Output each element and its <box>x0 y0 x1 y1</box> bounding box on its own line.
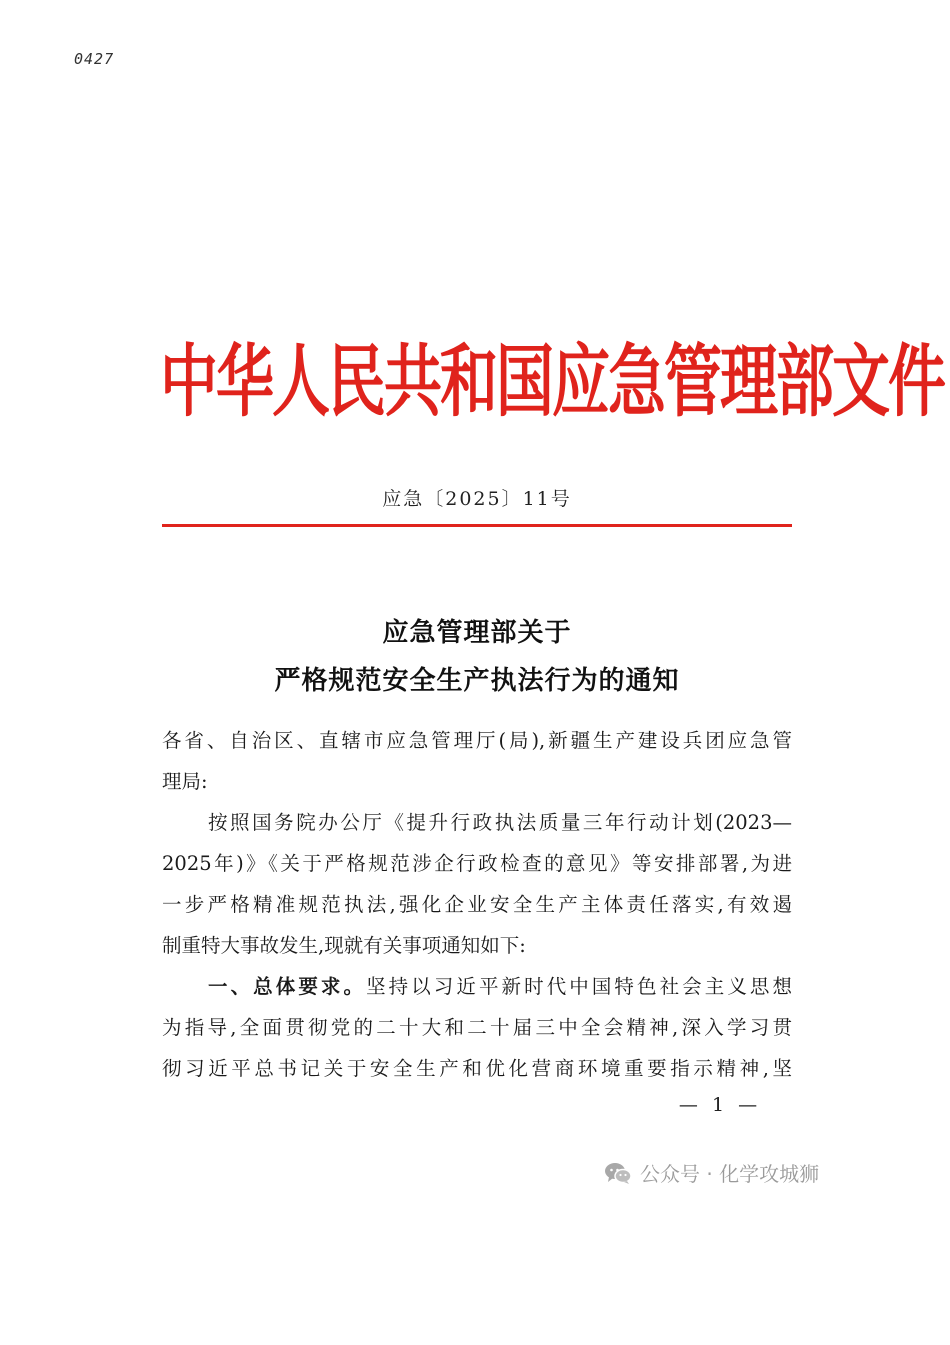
wechat-icon <box>604 1161 632 1185</box>
body-line: 一步严格精准规范执法,强化企业安全生产主体责任落实,有效遏 <box>162 893 792 916</box>
wechat-watermark <box>604 1158 819 1187</box>
red-separator-line <box>162 524 792 527</box>
margin-note: 0427 <box>74 50 115 68</box>
document-number: 应急〔2025〕11号 <box>382 488 572 510</box>
section-text: 坚持以习近平新时代中国特色社会主义思想 <box>366 975 792 998</box>
body-line-section-one <box>208 973 792 1001</box>
body-line: 2025年)》《关于严格规范涉企行政检查的意见》等安排部署,为进 <box>162 852 792 875</box>
page-number: — 1 — <box>678 1094 762 1116</box>
watermark-text: 公众号 · 化学攻城狮 <box>640 1162 820 1186</box>
body-line: 制重特大事故发生,现就有关事项通知如下: <box>162 934 526 957</box>
body-line: 彻习近平总书记关于安全生产和优化营商环境重要指示精神,坚 <box>162 1057 792 1080</box>
notice-title-line-2: 严格规范安全生产执法行为的通知 <box>274 666 680 696</box>
section-heading: 一、总体要求。 <box>208 975 367 998</box>
body-line-addressee-end: 理局: <box>162 770 208 793</box>
body-line: 为指导,全面贯彻党的二十大和二十届三中全会精神,深入学习贯 <box>162 1016 792 1039</box>
body-line: 按照国务院办公厅《提升行政执法质量三年行动计划(2023— <box>208 811 792 834</box>
body-line-addressee: 各省、自治区、直辖市应急管理厅(局),新疆生产建设兵团应急管 <box>162 729 792 752</box>
notice-title-line-1: 应急管理部关于 <box>382 618 572 648</box>
document-masthead: 中华人民共和国应急管理部文件 <box>160 335 945 428</box>
